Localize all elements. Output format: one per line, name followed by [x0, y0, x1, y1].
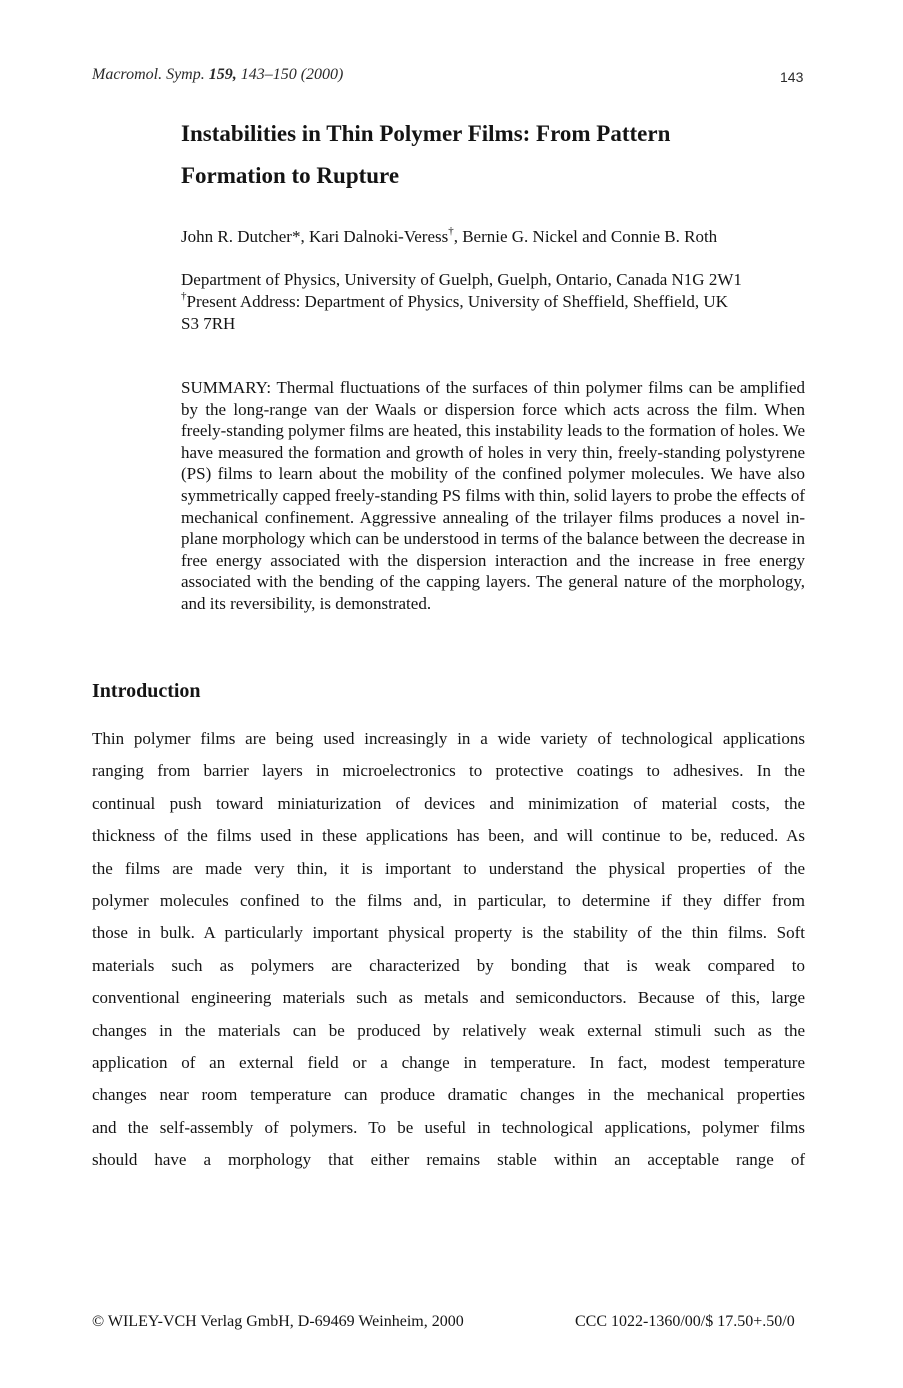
body-line: changes in the materials can be produced by relatively weak external stimuli such as the — [92, 1020, 805, 1040]
copyright-notice: © WILEY-VCH Verlag GmbH, D-69469 Weinheim, 2000 — [92, 1313, 464, 1330]
body-line: should have a morphology that either remains stable within an acceptable range of — [92, 1150, 805, 1170]
journal-pages-year: 143–150 (2000) — [240, 66, 344, 83]
page-number: 143 — [780, 69, 804, 85]
article-title — [181, 113, 821, 197]
section-heading: Introduction — [92, 680, 201, 702]
body-line: and the self-assembly of polymers. To be useful in technological applications, polymer films — [92, 1117, 805, 1137]
author-list — [181, 226, 821, 248]
authors-text: , Bernie G. Nickel and Connie B. Roth — [453, 227, 718, 246]
title-line: Formation to Rupture — [181, 163, 400, 188]
body-line: the films are made very thin, it is important to understand the physical properties of the — [92, 858, 805, 878]
body-line: those in bulk. A particularly important physical property is the stability of the thin films. Soft — [92, 923, 805, 943]
body-line: conventional engineering materials such as metals and semiconductors. Because of this, large — [92, 988, 805, 1008]
affiliation — [181, 269, 821, 335]
body-line: changes near room temperature can produce dramatic changes in the mechanical properties — [92, 1085, 805, 1105]
body-line: Thin polymer films are being used increasingly in a wide variety of technological applications — [92, 729, 805, 748]
title-line: Instabilities in Thin Polymer Films: From Pattern — [181, 121, 671, 146]
authors-text: John R. Dutcher*, Kari Dalnoki-Veress — [181, 227, 449, 246]
body-line: thickness of the films used in these applications has been, and will continue to be, reduced. As — [92, 826, 805, 846]
introduction-body — [92, 723, 805, 1176]
affiliation-line: Department of Physics, University of Guelph, Guelph, Ontario, Canada N1G 2W1 — [181, 270, 742, 289]
affiliation-line — [181, 291, 821, 313]
journal-name: Macromol. Symp. — [92, 66, 205, 83]
body-line: materials such as polymers are characterized by bonding that is weak compared to — [92, 955, 805, 975]
present-address: Present Address: Department of Physics, University of Sheffield, Sheffield, UK — [186, 292, 728, 311]
body-line: continual push toward miniaturization of devices and minimization of material costs, the — [92, 793, 805, 813]
body-line: ranging from barrier layers in microelectronics to protective coatings to adhesives. In the — [92, 761, 805, 781]
summary-abstract: SUMMARY: Thermal fluctuations of the surfaces of thin polymer films can be amplified by the long-range van der Waals or dispersion force which acts across the film. When freely-standing polymer films are heated, this instability leads to the formation of holes. We have measured the formation and growth of holes in very thin, freely-standing polystyrene (PS) films to learn about the mobility of the confined polymer molecules. We have also symmetrically capped freely-standing PS films with thin, solid layers to probe the effects of mechanical confinement. Aggressive annealing of the trilayer films produces a novel in-plane morphology which can be understood in terms of the balance between the decrease in free energy associated with the dispersion interaction and the increase in free energy associated with the bending of the capping layers. The general nature of the morphology, and its reversibility, is demonstrated. — [181, 378, 805, 613]
ccc-code: CCC 1022-1360/00/$ 17.50+.50/0 — [575, 1313, 795, 1330]
dagger-mark: † — [181, 290, 187, 303]
body-line: application of an external field or a change in temperature. In fact, modest temperature — [92, 1052, 805, 1072]
body-line: polymer molecules confined to the films and, in particular, to determine if they differ from — [92, 890, 805, 910]
journal-volume: 159, — [208, 66, 237, 83]
dagger-mark: † — [448, 225, 454, 238]
journal-citation — [92, 66, 343, 84]
affiliation-line: S3 7RH — [181, 314, 236, 333]
